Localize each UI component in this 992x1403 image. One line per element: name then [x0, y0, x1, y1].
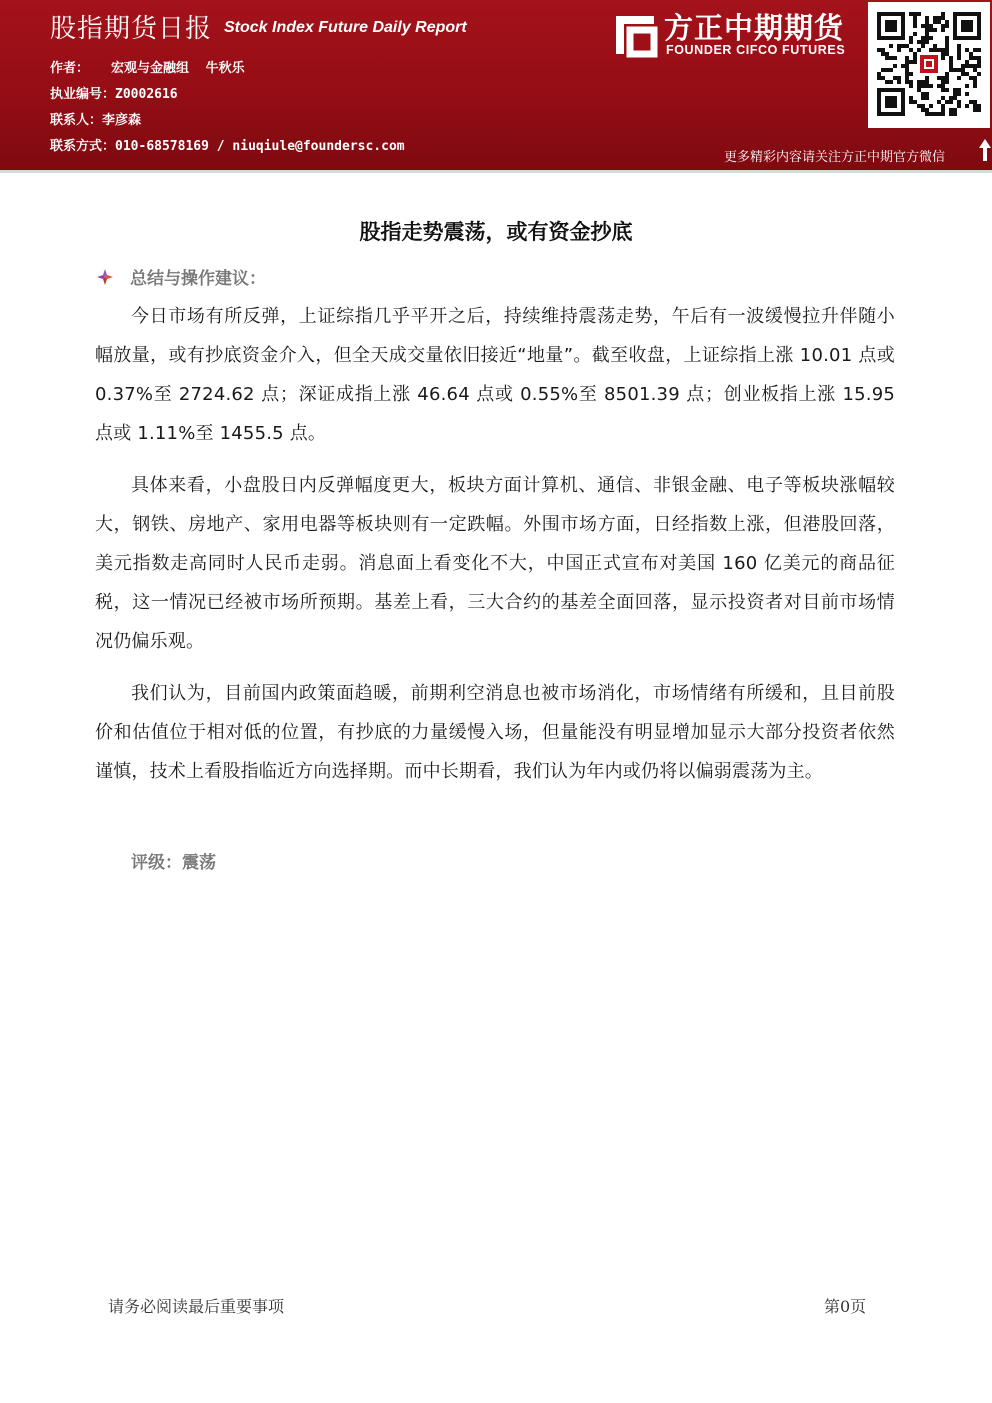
author-label: 作者：: [50, 61, 90, 76]
qr-code-icon: [877, 12, 981, 116]
contact-method-value[interactable]: 010-68578169 / niuqiule@foundersc.com: [115, 139, 405, 154]
contact-method-row: [50, 135, 405, 154]
rating-label: 评级：震荡: [131, 853, 216, 873]
arrow-up-icon: [978, 138, 992, 162]
founder-logo-icon: [610, 10, 660, 60]
wechat-qr-code: [868, 2, 990, 128]
license-number: Z0002616: [115, 87, 178, 102]
author-name: 牛秋乐: [205, 61, 245, 76]
paragraph-sector-detail: 具体来看，小盘股日内反弹幅度更大，板块方面计算机、通信、非银金融、电子等板块涨幅较大，钢铁、房地产、家用电器等板块则有一定跌幅。外围市场方面，日经指数上涨，但港股回落，美元指数走高同时人民币走弱。消息面上看变化不大，中国正式宣布对美国 160 亿美元的商品征税，这一情况已经被市场所预期。基差上看，三大合约的基差全面回落，显示投资者对目前市场情况仍偏乐观。: [95, 475, 895, 652]
report-subtitle: Stock Index Future Daily Report: [224, 19, 467, 36]
logo-chinese-name: 方正中期期货: [664, 11, 845, 45]
license-row: [50, 83, 178, 102]
paragraph-outlook: 我们认为，目前国内政策面趋暖，前期利空消息也被市场消化，市场情绪有所缓和，且目前股价和估值位于相对低的位置，有抄底的力量缓慢入场，但量能没有明显增加显示大部分投资者依然谨慎，技术上看股指临近方向选择期。而中长期看，我们认为年内或仍将以偏弱震荡为主。: [95, 683, 895, 782]
paragraph-market-summary: 今日市场有所反弹，上证综指几乎平开之后，持续维持震荡走势，午后有一波缓慢拉升伴随小幅放量，或有抄底资金介入，但全天成交量依旧接近“地量”。截至收盘，上证综指上涨 10.01 点或 0.37%至 2724.62 点；深证成指上涨 46.64 点或 0.55%至 8501.39 点；创业板指上涨 15.95 点或 1.11%至 1455.5 点。: [95, 306, 895, 444]
contact-name: 李彦森: [102, 113, 142, 128]
article-title: 股指走势震荡，或有资金抄底: [359, 220, 633, 244]
company-logo: [606, 6, 862, 62]
contact-label: 联系人：: [50, 113, 103, 128]
author-group: 宏观与金融组: [111, 61, 190, 76]
report-header: [0, 0, 992, 173]
author-row: [50, 57, 245, 76]
license-label: 执业编号：: [50, 87, 116, 102]
report-title: 股指期货日报: [50, 14, 213, 44]
contact-method-label: 联系方式：: [50, 139, 116, 154]
logo-english-name: FOUNDER CIFCO FUTURES: [666, 43, 846, 57]
contact-row: [50, 109, 141, 128]
bullet-diamond-icon: [96, 268, 114, 286]
section-label: 总结与操作建议：: [130, 269, 266, 289]
page-number: 第0页: [824, 1297, 867, 1316]
footer-notice: 请务必阅读最后重要事项: [108, 1297, 285, 1316]
follow-wechat-text: 更多精彩内容请关注方正中期官方微信: [724, 150, 946, 165]
